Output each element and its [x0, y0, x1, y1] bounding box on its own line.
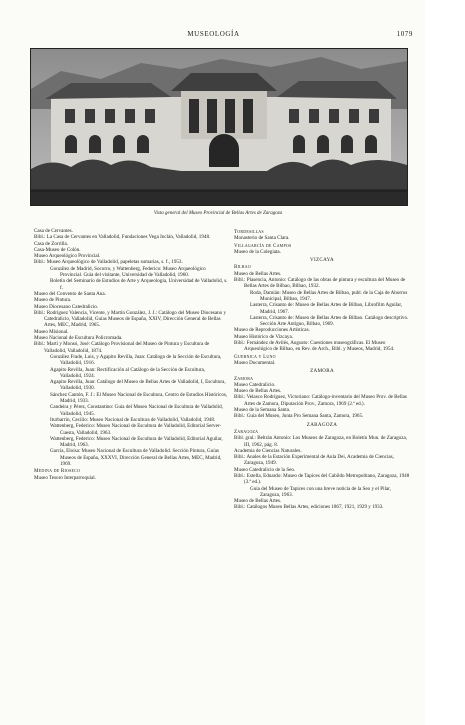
bibliography-entry: Lasterra, Crisanto de: Museo de Bellas Artes de Bilbao, Librofilm Aguilar, Madrid, 1967.: [250, 302, 403, 315]
bibliography-entry: Agapito Revilla, Juan: Rectificación al Catálogo de la Sección de Escultura, Valladolid, 1924.: [50, 366, 206, 379]
bibliography-entry: Bibl.: Anales de la Estación Experimental de Aula Dei, Academia de Ciencias, Zaragoza, 1949.: [234, 454, 394, 467]
museum-name: Museo Documental.: [234, 359, 276, 366]
bibliography-entry: Wattenberg, Federico: Museo Nacional de Escultura de Valladolid, Editorial Aguilar, Madrid, 1963.: [50, 435, 223, 449]
place-heading: Bilbao: [234, 264, 251, 271]
museum-building-illustration: [31, 49, 407, 205]
bibliography-entry: Bibl.: Plasencia, Antonio: Catálogo de las obras de pintura y escultura del Museo de Bellas Artes de Bilbao, Bilbao, 1932.: [234, 277, 406, 290]
photo-caption: Vista general del Museo Provincial de Bellas Artes de Zaragoza: [153, 211, 283, 216]
museum-name: Monasterio de Santa Clara.: [234, 235, 290, 242]
bibliography-entry: Agapito Revilla, Juan: Catálogo del Museo de Bellas Artes de Valladolid, I, Escultura, Valladolid, 1930.: [50, 379, 226, 392]
running-head: [14, 30, 413, 42]
museum-photograph: [30, 48, 408, 206]
museum-name: Museo Catedralicio.: [234, 381, 276, 388]
bibliography-entry: Bibl.: Catálogos Museo Bellas Artes, ediciones 1867, 1921, 1929 y 1933.: [234, 504, 384, 511]
bibliography-entry: García, Eloísa: Museo Nacional de Escultura de Valladolid. Sección Pintura, Guías Museos de España, XXXVI, Dirección General de Bellas Artes, MEC, Madrid, 1969.: [50, 448, 222, 467]
museum-name: Casa de Zorrilla.: [34, 240, 69, 247]
museum-name: Museo de Bellas Artes.: [234, 388, 282, 395]
bibliography-entry: González de Madrid, Socorro, y Wattenberg, Federico: Museo Arqueológico Provincial. Guía del visitante, Universidad de Valladolid, 1960.: [50, 265, 206, 279]
museum-name: Museo del Convento de Santa Ana.: [34, 290, 106, 297]
place-heading: Tordesillas: [234, 229, 264, 235]
museum-name: Museo de Bellas Artes.: [234, 498, 282, 505]
bibliography-entry: Lasterra, Crisanto de: Museo de Bellas Artes de Bilbao. Catálogo descriptivo. Sección Arte Antiguo, Bilbao, 1969.: [250, 314, 409, 328]
bibliography-entry: Bibl.: Fernández de Avilés, Augusto: Cuestiones museográficas. El Museo Arqueológico de Bilbao, en Rev. de Arch., Bibl. y Museos, Madrid, 1954.: [234, 340, 395, 353]
bibliography-entry: Guía del Museo de Tapices con una breve noticia de la Seo y el Pilar, Zaragoza, 1963.: [250, 485, 391, 498]
bibliography-entry: Bibl.: Museo Arqueológico de Valladolid, papeletas sumarias, s. f., 1953.: [34, 259, 183, 266]
place-heading: Zaragoza: [234, 428, 259, 435]
region-heading: ZAMORA: [310, 368, 334, 375]
bibliography-entry: Bibl.: Martí y Monsó, José: Catálogo Provisional del Museo de Pintura y Escultura de Valladolid, Valladolid, 1874.: [34, 341, 210, 354]
bibliography-entry: Bibl.: La Casa de Cervantes en Valladolid, Fundaciones Vega Inclán, Valladolid, 1948.: [34, 234, 211, 241]
museum-name: Museo de Reproducciones Artísticas.: [234, 327, 310, 334]
left-column: [34, 228, 228, 481]
museum-name: Museo Diocesano Catedralicio.: [34, 303, 99, 310]
museum-name: Museo de Pintura.: [34, 297, 72, 304]
place-heading: Zamora: [234, 375, 254, 382]
museum-name: Museo Catedralicio de la Seo.: [234, 466, 296, 473]
museum-name: Museo Tesoro Interparroquial.: [34, 474, 96, 481]
bibliography-entry: Boletín del Seminario de Estudios de Arte y Arqueología, Universidad de Valladolid, s. f.: [50, 278, 228, 291]
region-heading: VIZCAYA: [310, 257, 334, 264]
bibliography-entry: Bibl.: Guía del Museo, Junta Pro Semana Santa, Zamora, 1965.: [234, 413, 364, 420]
bibliography-entry: Bibl.: Estella, Eduardo: Museo de Tapices del Cabildo Metropolitano, Zaragoza, 1948 (3.ª ed.).: [234, 472, 410, 486]
place-heading: Guernica y Luno: [234, 353, 276, 360]
page-number: 1079: [396, 30, 413, 38]
bibliography-entry: Roda, Damián: Museo de Bellas Artes de Bilbao, publ. de la Caja de Ahorros Municipal, Bilbao, 1947.: [250, 289, 408, 302]
museum-name: Museo Arqueológico Provincial.: [34, 253, 101, 260]
bibliography-entry: Iturbarrín, Cecilio: Museo Nacional de Escultura de Valladolid, Valladolid, 1948.: [50, 416, 216, 423]
section-title: MUSEOLOGÍA: [187, 30, 240, 38]
bibliography-entry: Bibl. gral.: Beltrán Antonio: Los Museos de Zaragoza, en Boletín Mun. de Zaragoza, III, 1962, pág. 8.: [234, 435, 408, 448]
bibliography-entry: Wattenberg, Federico: Museo Nacional de Escultura de Valladolid, Editorial Server-Cuesta, Valladolid, 1963.: [50, 423, 222, 436]
region-heading: ZARAGOZA: [306, 421, 338, 428]
right-column: [234, 228, 410, 511]
bibliography-entry: Candeira y Pérez, Constantino: Guía del Museo Nacional de Escultura de Valladolid, Valladolid, 1945.: [50, 404, 223, 417]
museum-name: Museo Nacional de Escultura Policromada.: [34, 335, 123, 342]
page-margin: [425, 0, 465, 725]
bibliography-entry: Bibl.: Velasco Rodríguez, Victoriano: Catálogo-inventario del Museo Prov. de Bellas Artes de Zamora, Diputación Prov., Zamora, 1969 (2.ª ed.).: [234, 394, 407, 407]
museum-name: Museo de la Semana Santa.: [234, 407, 291, 414]
bibliography-entry: González Frade, Luis, y Agapito Revilla, Juan: Catálogo de la Sección de Escultura, Valladolid, 1916.: [50, 353, 222, 367]
museum-name: Museo de la Colegiata.: [234, 248, 281, 255]
museum-name: Academia de Ciencias Naturales.: [234, 447, 302, 454]
museum-name: Museo Misional.: [34, 328, 69, 335]
museum-name: Museo de Bellas Artes.: [234, 270, 282, 277]
bibliography-entry: Sánchez Cantón, F. J.: El Museo Nacional de Escultura, Centro de Estudios Históricos, Madrid, 1933.: [50, 391, 228, 405]
museum-name: Casa de Cervantes.: [34, 228, 73, 234]
museum-name: Casa-Museo de Colón.: [34, 246, 81, 253]
bibliography-entry: Bibl.: Rodríguez Valencia, Vicente, y Martín González, J. J.: Catálogo del Museo Diocesano y Catedralicio, Valladolid, Guías Museos de España, XXIV, Dirección General de Bellas Artes, MEC, Madrid, 1965.: [34, 309, 227, 329]
place-heading: Villagarcía de Campos: [234, 242, 292, 249]
museum-name: Museo Histórico de Vizcaya.: [234, 333, 294, 340]
place-heading: Medina de Rioseco: [34, 468, 81, 475]
